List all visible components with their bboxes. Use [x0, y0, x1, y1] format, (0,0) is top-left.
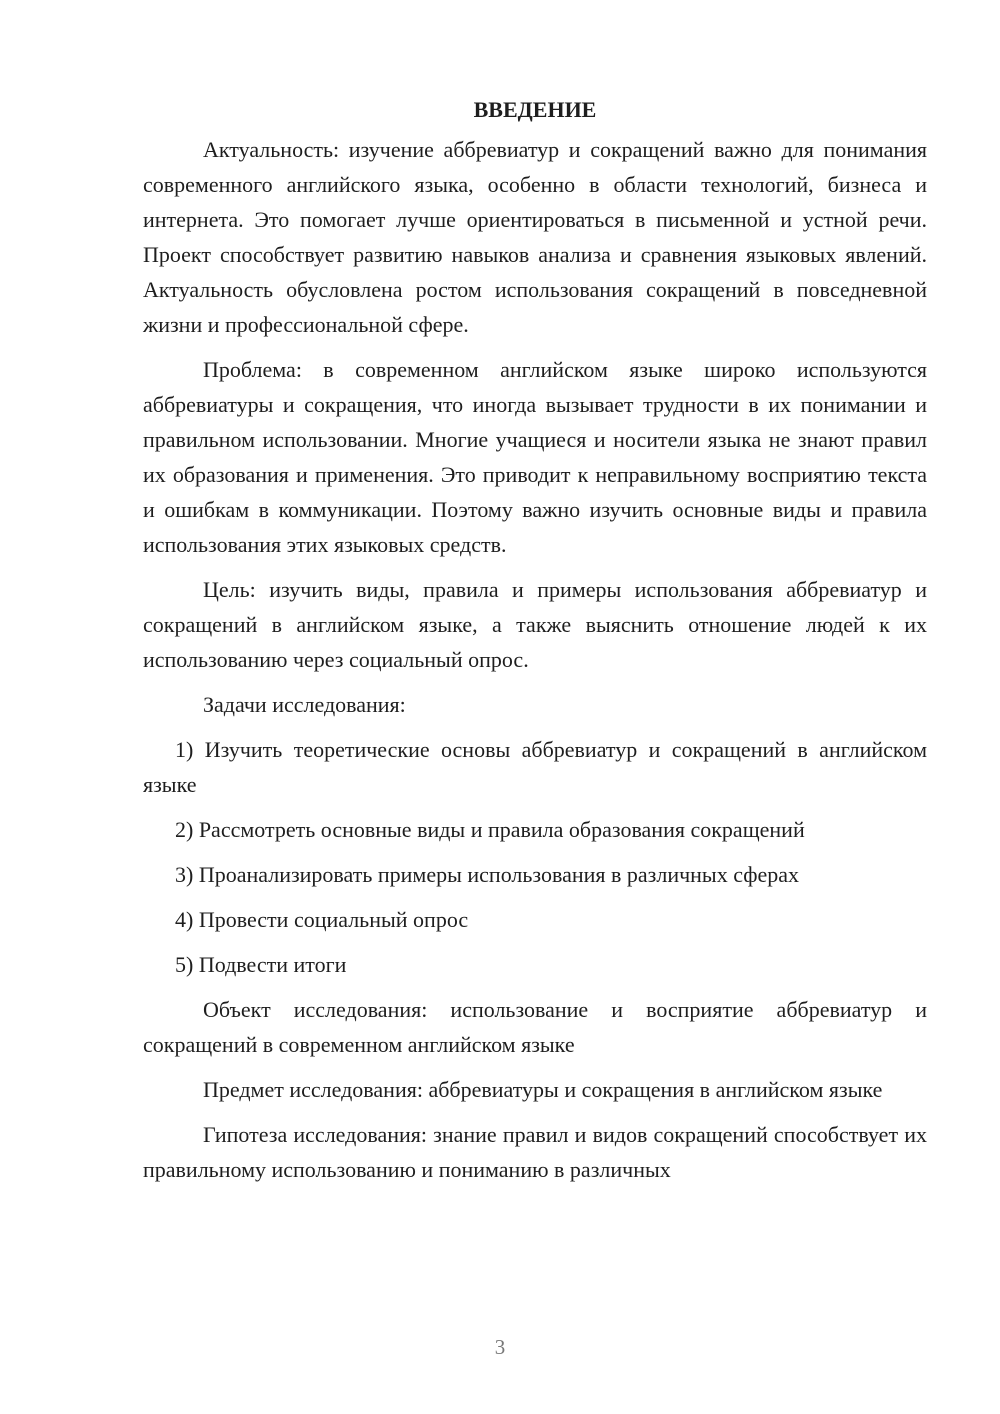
- task-item-2: 2) Рассмотреть основные виды и правила образования сокращений: [175, 817, 805, 842]
- problem-paragraph: Проблема: в современном английском языке широко используются аббревиатуры и сокращения, что иногда вызывает трудности в их понимании и правильном использовании. Многие учащиеся и носители языка не знают правил их образования и применения. Это приводит к неправильному восприятию текста и ошибкам в коммуникации. Поэтому важно изучить основные виды и правила использования этих языковых средств.: [143, 357, 927, 557]
- hypothesis-paragraph: Гипотеза исследования: знание правил и видов сокращений способствует их правильному использованию и пониманию в различных: [143, 1122, 927, 1182]
- relevance-paragraph: Актуальность: изучение аббревиатур и сокращений важно для понимания современного английского языка, особенно в области технологий, бизнеса и интернета. Это помогает лучше ориентироваться в письменной и устной речи. Проект способствует развитию навыков анализа и сравнения языковых явлений. Актуальность обусловлена ростом использования сокращений в повседневной жизни и профессиональной сфере.: [143, 137, 927, 337]
- task-item-3: 3) Проанализировать примеры использования в различных сферах: [175, 862, 800, 887]
- goal-paragraph: Цель: изучить виды, правила и примеры использования аббревиатур и сокращений в английском языке, а также выяснить отношение людей к их использованию через социальный опрос.: [143, 577, 927, 672]
- object-paragraph: Объект исследования: использование и восприятие аббревиатур и сокращений в современном английском языке: [143, 997, 927, 1057]
- section-heading: ВВЕДЕНИЕ: [473, 97, 597, 122]
- tasks-title: Задачи исследования:: [203, 692, 406, 717]
- page-number: 3: [494, 1335, 506, 1359]
- task-item-1: 1) Изучить теоретические основы аббревиатур и сокращений в английском языке: [143, 737, 927, 797]
- subject-paragraph: Предмет исследования: аббревиатуры и сокращения в английском языке: [203, 1077, 883, 1102]
- task-item-4: 4) Провести социальный опрос: [175, 907, 469, 932]
- task-item-5: 5) Подвести итоги: [175, 952, 347, 977]
- document-page: [143, 92, 927, 1197]
